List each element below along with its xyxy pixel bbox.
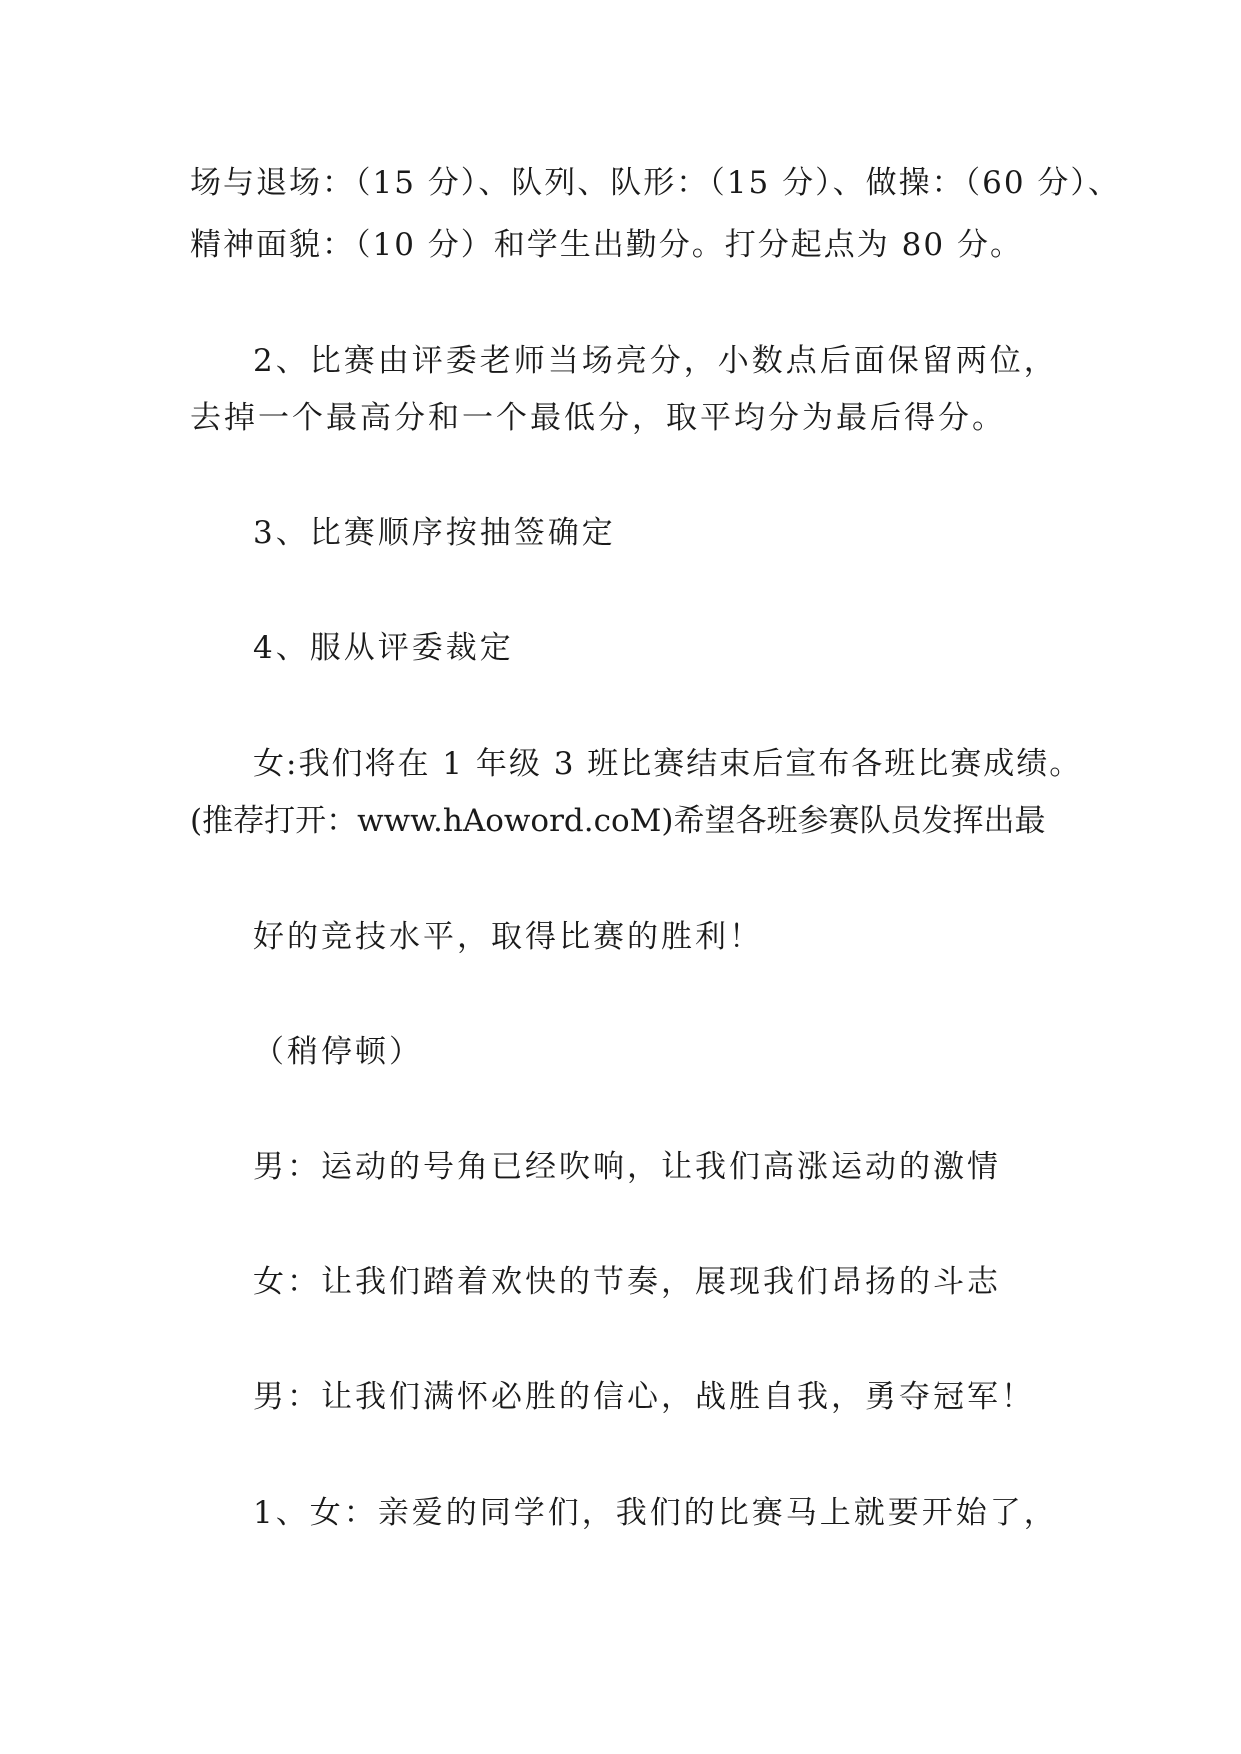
text-line-male-1: 男：运动的号角已经吹响，让我们高涨运动的激情 [253, 1149, 1001, 1185]
text-line-wish: 好的竞技水平，取得比赛的胜利！ [253, 919, 763, 955]
text-line-male-2: 男：让我们满怀必胜的信心，战胜自我，勇夺冠军！ [253, 1379, 1035, 1415]
text-line-rule-2-cont: 去掉一个最高分和一个最低分，取平均分为最后得分。 [190, 400, 1006, 436]
text-line-rule-3: 3、比赛顺序按抽签确定 [253, 515, 616, 551]
text-line-scoring-items: 场与退场：（15 分）、队列、队形：（15 分）、做操：（60 分）、 [190, 165, 1121, 201]
text-line-rule-4: 4、服从评委裁定 [253, 630, 514, 666]
text-line-female-2: 女：让我们踏着欢快的节奏，展现我们昂扬的斗志 [253, 1264, 1001, 1300]
text-line-pause: （稍停顿） [253, 1034, 423, 1070]
text-line-rule-2: 2、比赛由评委老师当场亮分，小数点后面保留两位， [253, 343, 1058, 379]
text-line-female-3: 1、女：亲爱的同学们，我们的比赛马上就要开始了， [253, 1495, 1058, 1531]
text-line-recommend: (推荐打开：www.hAoword.coM)希望各班参赛队员发挥出最 [190, 803, 1046, 839]
text-line-female-announce: 女:我们将在 1 年级 3 班比赛结束后宣布各班比赛成绩。 [253, 746, 1083, 782]
text-line-scoring-base: 精神面貌：（10 分）和学生出勤分。打分起点为 80 分。 [190, 227, 1023, 263]
